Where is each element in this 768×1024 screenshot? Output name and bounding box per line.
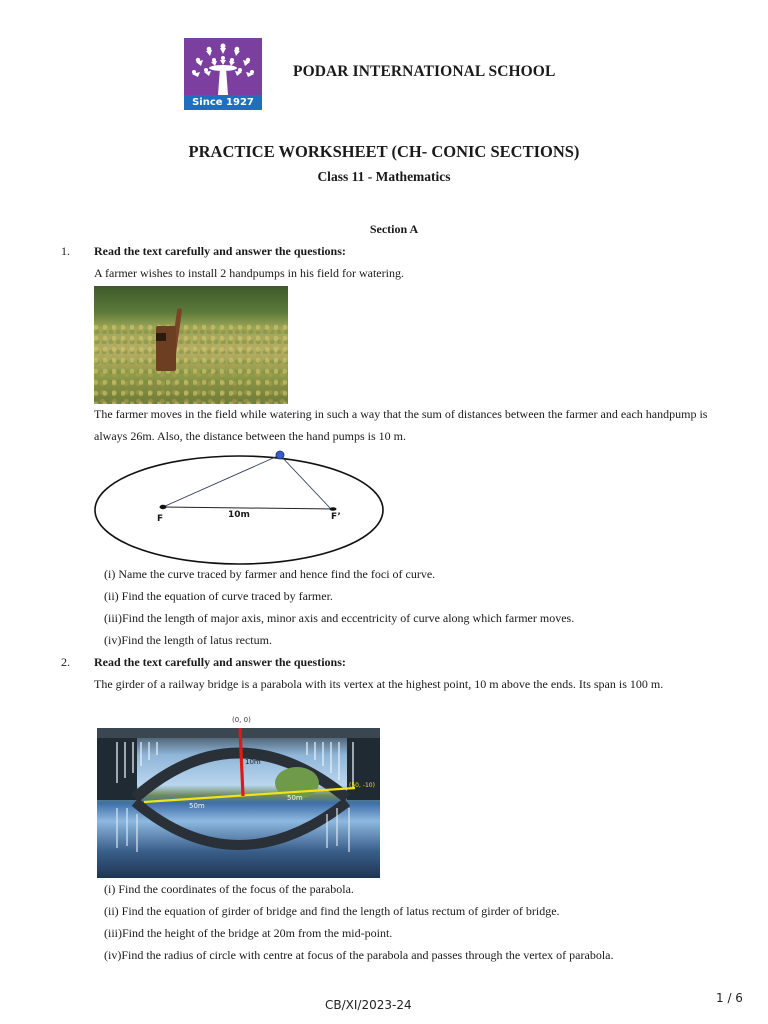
left-half-span-label: 50m xyxy=(189,802,205,810)
sub-question: (iv)Find the radius of circle with centre at focus of the parabola and passes through the vertex of parabola. xyxy=(104,948,614,962)
crop-texture xyxy=(94,324,288,404)
question-heading: Read the text carefully and answer the questions: xyxy=(94,655,346,669)
farm-handpump-photo xyxy=(94,286,288,404)
sub-question: (i) Find the coordinates of the focus of the parabola. xyxy=(104,882,354,896)
end-point-label: (50, -10) xyxy=(349,782,375,789)
document-code: CB/XI/2023-24 xyxy=(325,998,412,1012)
worksheet-subtitle: Class 11 - Mathematics xyxy=(317,169,451,184)
sub-question: (ii) Find the equation of curve traced by farmer. xyxy=(104,589,333,603)
sub-question: (i) Name the curve traced by farmer and hence find the foci of curve. xyxy=(104,567,436,581)
question-body: The farmer moves in the field while watering in such a way that the sum of distances between the farmer and each handpump is always 26m. Also, the distance between the hand pumps is 10 m. xyxy=(94,407,708,443)
sub-question: (iv)Find the length of latus rectum. xyxy=(104,633,272,647)
distance-label: 10m xyxy=(228,510,250,520)
focus-f-prime-label: F’ xyxy=(331,512,341,522)
school-logo xyxy=(184,38,262,110)
question-intro: A farmer wishes to install 2 handpumps in his field for watering. xyxy=(94,266,404,280)
sub-question: (iii)Find the length of major axis, minor axis and eccentricity of curve along which farmer moves. xyxy=(104,611,575,625)
right-half-span-label: 50m xyxy=(287,794,303,802)
sub-question: (ii) Find the equation of girder of bridge and find the length of latus rectum of girder of bridge. xyxy=(104,904,560,918)
logo-since-band: Since 1927 xyxy=(184,95,262,110)
tree-icon xyxy=(184,38,262,95)
pump-spout xyxy=(156,333,166,341)
question-heading: Read the text carefully and answer the questions: xyxy=(94,244,346,258)
ellipse-diagram xyxy=(94,448,386,568)
question-body: The girder of a railway bridge is a parabola with its vertex at the highest point, 10 m above the ends. Its span is 100 m. xyxy=(94,677,664,691)
worksheet-title: PRACTICE WORKSHEET (CH- CONIC SECTIONS) xyxy=(188,142,580,161)
page-indicator: 1 / 6 xyxy=(716,991,743,1005)
school-name: PODAR INTERNATIONAL SCHOOL xyxy=(293,63,556,80)
height-label: 10m xyxy=(245,758,261,766)
vertex-label: (0, 0) xyxy=(232,716,251,724)
bridge-photo xyxy=(97,728,380,878)
focus-f-label: F xyxy=(157,514,164,524)
question-number: 2. xyxy=(61,655,70,669)
section-heading: Section A xyxy=(369,222,419,236)
sub-question: (iii)Find the height of the bridge at 20m from the mid-point. xyxy=(104,926,393,940)
question-number: 1. xyxy=(61,244,70,258)
